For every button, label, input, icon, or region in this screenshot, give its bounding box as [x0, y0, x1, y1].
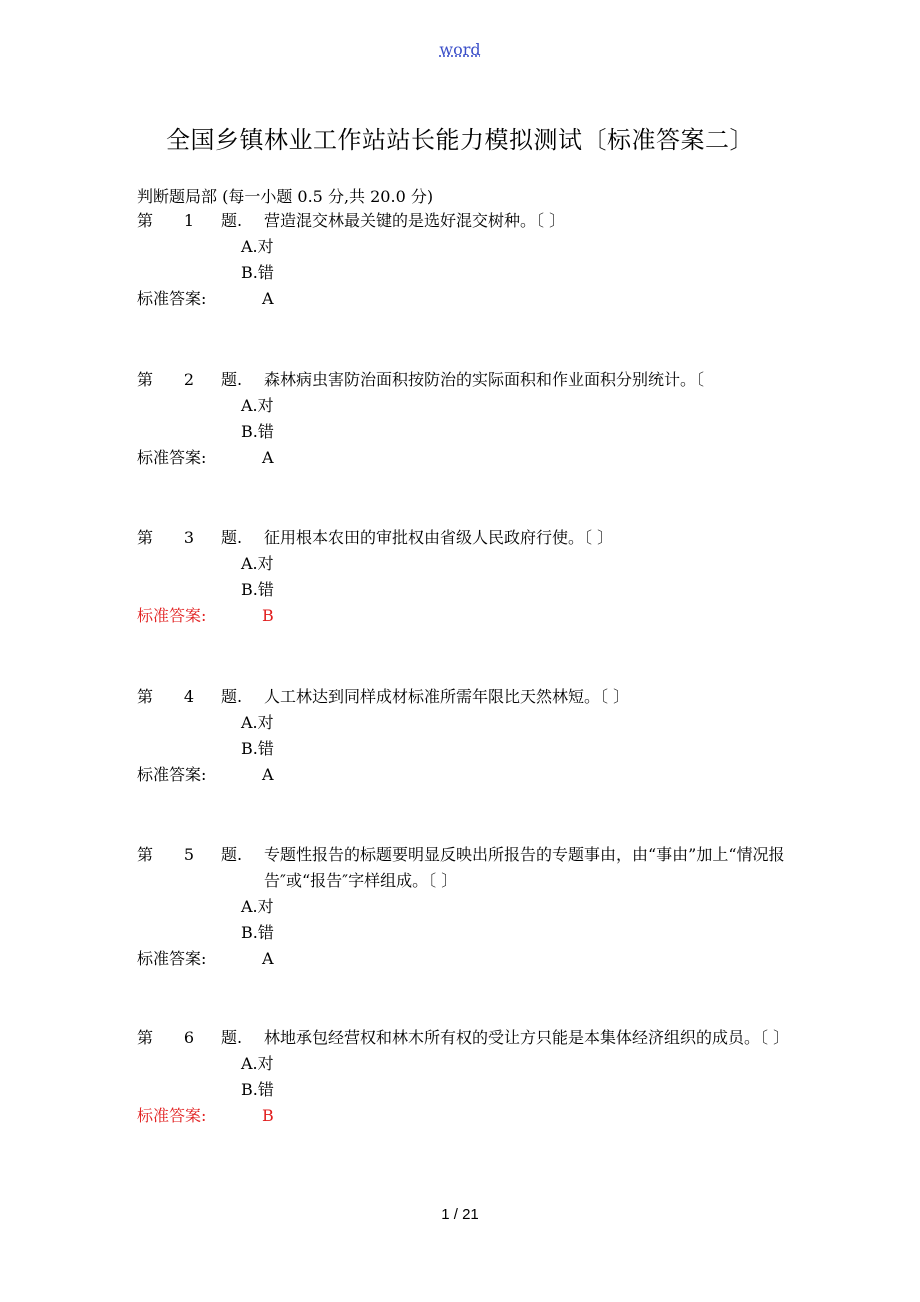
option-a: A.对 [241, 897, 274, 916]
answer-value: B [262, 606, 274, 625]
question-text: 征用根本农田的审批权由省级人民政府行使。〔 〕 [264, 528, 614, 547]
option-b: B.错 [241, 422, 274, 441]
question-suffix: 题. [221, 528, 243, 547]
question-suffix: 题. [221, 845, 243, 864]
standard-answer [137, 946, 797, 972]
question-prefix: 第 [137, 1028, 154, 1047]
question-prefix: 第 [137, 687, 154, 706]
question-6 [137, 1025, 797, 1129]
option-a: A.对 [241, 554, 274, 573]
question-text: 人工林达到同样成材标准所需年限比天然林短。〔 〕 [264, 687, 630, 706]
option-a: A.对 [241, 713, 274, 732]
question-prefix: 第 [137, 211, 154, 230]
question-text: 专题性报告的标题要明显反映出所报告的专题事由，由“事由”加上“情况报告″或“报告″字样组成。〔 〕 [264, 845, 785, 890]
question-2 [137, 367, 797, 471]
question-1 [137, 208, 797, 312]
answer-label: 标准答案: [137, 765, 207, 784]
header-word-link[interactable]: word [439, 40, 481, 59]
question-prefix: 第 [137, 528, 154, 547]
option-b: B.错 [241, 739, 274, 758]
answer-value: B [262, 1106, 274, 1125]
answer-label: 标准答案: [137, 949, 207, 968]
option-a: A.对 [241, 1054, 274, 1073]
answer-value: A [262, 448, 274, 467]
question-suffix: 题. [221, 687, 243, 706]
question-suffix: 题. [221, 370, 243, 389]
question-3 [137, 525, 797, 629]
answer-label: 标准答案: [137, 1106, 207, 1125]
option-b: B.错 [241, 263, 274, 282]
answer-value: A [262, 289, 274, 308]
standard-answer [137, 286, 797, 312]
question-prefix: 第 [137, 845, 154, 864]
option-a: A.对 [241, 396, 274, 415]
question-number: 5 [183, 845, 195, 864]
section-heading: 判断题局部 (每一小题 0.5 分,共 20.0 分) [137, 187, 434, 206]
question-suffix: 题. [221, 211, 243, 230]
option-b: B.错 [241, 580, 274, 599]
page-number: 1 / 21 [441, 1206, 479, 1223]
option-b: B.错 [241, 923, 274, 942]
standard-answer [137, 603, 797, 629]
answer-label: 标准答案: [137, 606, 207, 625]
question-number: 1 [183, 211, 195, 230]
question-text: 森林病虫害防治面积按防治的实际面积和作业面积分别统计。〔 [264, 370, 705, 389]
answer-value: A [262, 949, 274, 968]
question-number: 3 [183, 528, 195, 547]
question-5 [137, 842, 797, 972]
question-number: 2 [183, 370, 195, 389]
option-b: B.错 [241, 1080, 274, 1099]
standard-answer [137, 445, 797, 471]
document-title: 全国乡镇林业工作站站长能力模拟测试〔标准答案二〕 [166, 126, 754, 154]
question-number: 6 [183, 1028, 195, 1047]
question-text: 林地承包经营权和林木所有权的受让方只能是本集体经济组织的成员。〔 〕 [264, 1028, 790, 1047]
question-prefix: 第 [137, 370, 154, 389]
option-a: A.对 [241, 237, 274, 256]
standard-answer [137, 1103, 797, 1129]
standard-answer [137, 762, 797, 788]
answer-label: 标准答案: [137, 448, 207, 467]
question-text: 营造混交林最关键的是选好混交树种。〔 〕 [264, 211, 566, 230]
question-suffix: 题. [221, 1028, 243, 1047]
question-number: 4 [183, 687, 195, 706]
answer-label: 标准答案: [137, 289, 207, 308]
question-4 [137, 684, 797, 788]
answer-value: A [262, 765, 274, 784]
